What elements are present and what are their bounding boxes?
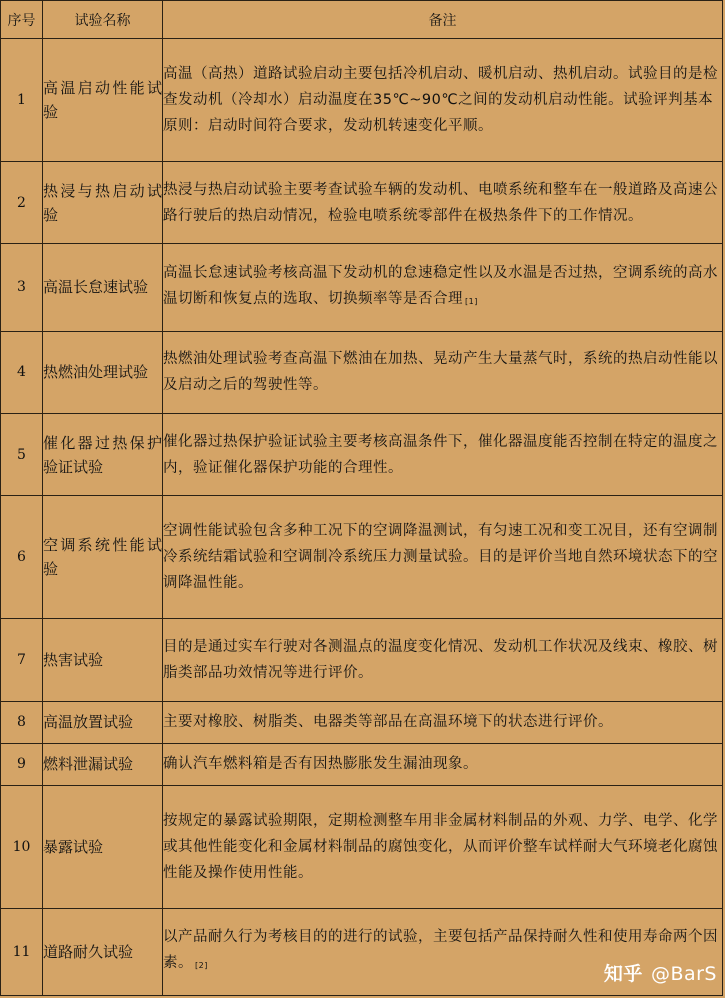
row-number: 9 bbox=[1, 743, 43, 785]
header-note: 备注 bbox=[163, 1, 723, 39]
table-row bbox=[1, 414, 723, 496]
row-number: 8 bbox=[1, 701, 43, 743]
note-text: 按规定的暴露试验期限，定期检测整车用非金属材料制品的外观、力学、电学、化学或其他性能变化和金属材料制品的腐蚀变化，从而评价整车试样耐大气环境老化腐蚀性能及操作使用性能。 bbox=[163, 812, 718, 881]
row-number: 1 bbox=[1, 39, 43, 162]
table-row bbox=[1, 619, 723, 701]
reference-mark: [2] bbox=[195, 961, 208, 971]
row-number: 11 bbox=[1, 908, 43, 995]
row-number: 4 bbox=[1, 331, 43, 413]
row-number: 7 bbox=[1, 619, 43, 701]
header-row bbox=[1, 1, 723, 39]
row-number: 6 bbox=[1, 496, 43, 619]
note-text: 确认汽车燃料箱是否有因热膨胀发生漏油现象。 bbox=[163, 756, 478, 773]
reference-mark: [1] bbox=[465, 296, 478, 306]
note-text: 目的是通过实车行驶对各测温点的温度变化情况、发动机工作状况及线束、橡胶、树脂类部品功效情况等进行评价。 bbox=[163, 639, 718, 682]
test-note bbox=[163, 161, 723, 243]
test-note bbox=[163, 244, 723, 331]
test-name: 高温放置试验 bbox=[43, 701, 163, 743]
table-row bbox=[1, 496, 723, 619]
test-note bbox=[163, 39, 723, 162]
note-text: 热浸与热启动试验主要考查试验车辆的发动机、电喷系统和整车在一般道路及高速公路行驶后的热启动情况，检验电喷系统零部件在极热条件下的工作情况。 bbox=[163, 181, 718, 224]
test-note bbox=[163, 496, 723, 619]
test-note bbox=[163, 701, 723, 743]
test-note bbox=[163, 785, 723, 908]
table-row bbox=[1, 785, 723, 908]
row-number: 3 bbox=[1, 244, 43, 331]
zhihu-watermark bbox=[604, 959, 717, 986]
row-number: 10 bbox=[1, 785, 43, 908]
note-text: 空调性能试验包含多种工况下的空调降温测试，有匀速工况和变工况目，还有空调制冷系统结霜试验和空调制冷系统压力测量试验。目的是评价当地自然环境状态下的空调降温性能。 bbox=[163, 523, 718, 592]
header-no: 序号 bbox=[1, 1, 43, 39]
test-name: 高温长怠速试验 bbox=[43, 244, 163, 331]
table-row bbox=[1, 701, 723, 743]
test-name: 道路耐久试验 bbox=[43, 908, 163, 995]
test-note bbox=[163, 743, 723, 785]
table-row bbox=[1, 244, 723, 331]
test-name: 热害试验 bbox=[43, 619, 163, 701]
row-number: 2 bbox=[1, 161, 43, 243]
note-text: 以产品耐久行为考核目的的进行的试验，主要包括产品保持耐久性和使用寿命两个因素。 bbox=[163, 929, 718, 972]
test-name: 空调系统性能试验 bbox=[43, 496, 163, 619]
table-row bbox=[1, 743, 723, 785]
test-name: 高温启动性能试验 bbox=[43, 39, 163, 162]
header-name: 试验名称 bbox=[43, 1, 163, 39]
table-row bbox=[1, 39, 723, 162]
test-name: 催化器过热保护验证试验 bbox=[43, 414, 163, 496]
table-row bbox=[1, 331, 723, 413]
note-text: 主要对橡胶、树脂类、电器类等部品在高温环境下的状态进行评价。 bbox=[163, 714, 613, 731]
test-name: 热浸与热启动试验 bbox=[43, 161, 163, 243]
note-text: 热燃油处理试验考查高温下燃油在加热、晃动产生大量蒸气时，系统的热启动性能以及启动之后的驾驶性等。 bbox=[163, 351, 718, 394]
test-note bbox=[163, 331, 723, 413]
watermark-user: @BarS bbox=[650, 963, 717, 985]
note-text: 催化器过热保护验证试验主要考核高温条件下，催化器温度能否控制在特定的温度之内，验证催化器保护功能的合理性。 bbox=[163, 433, 718, 476]
test-name: 暴露试验 bbox=[43, 785, 163, 908]
test-name: 燃料泄漏试验 bbox=[43, 743, 163, 785]
zhihu-logo: 知乎 bbox=[603, 963, 643, 985]
table-row bbox=[1, 161, 723, 243]
test-note bbox=[163, 619, 723, 701]
test-note bbox=[163, 414, 723, 496]
test-name: 热燃油处理试验 bbox=[43, 331, 163, 413]
note-text: 高温（高热）道路试验启动主要包括冷机启动、暖机启动、热机启动。试验目的是检查发动机（冷却水）启动温度在35℃~90℃之间的发动机启动性能。试验评判基本原则：启动时间符合要求，发动机转速变化平顺。 bbox=[163, 65, 718, 134]
row-number: 5 bbox=[1, 414, 43, 496]
note-text: 高温长怠速试验考核高温下发动机的怠速稳定性以及水温是否过热，空调系统的高水温切断和恢复点的选取、切换频率等是否合理 bbox=[163, 264, 718, 307]
